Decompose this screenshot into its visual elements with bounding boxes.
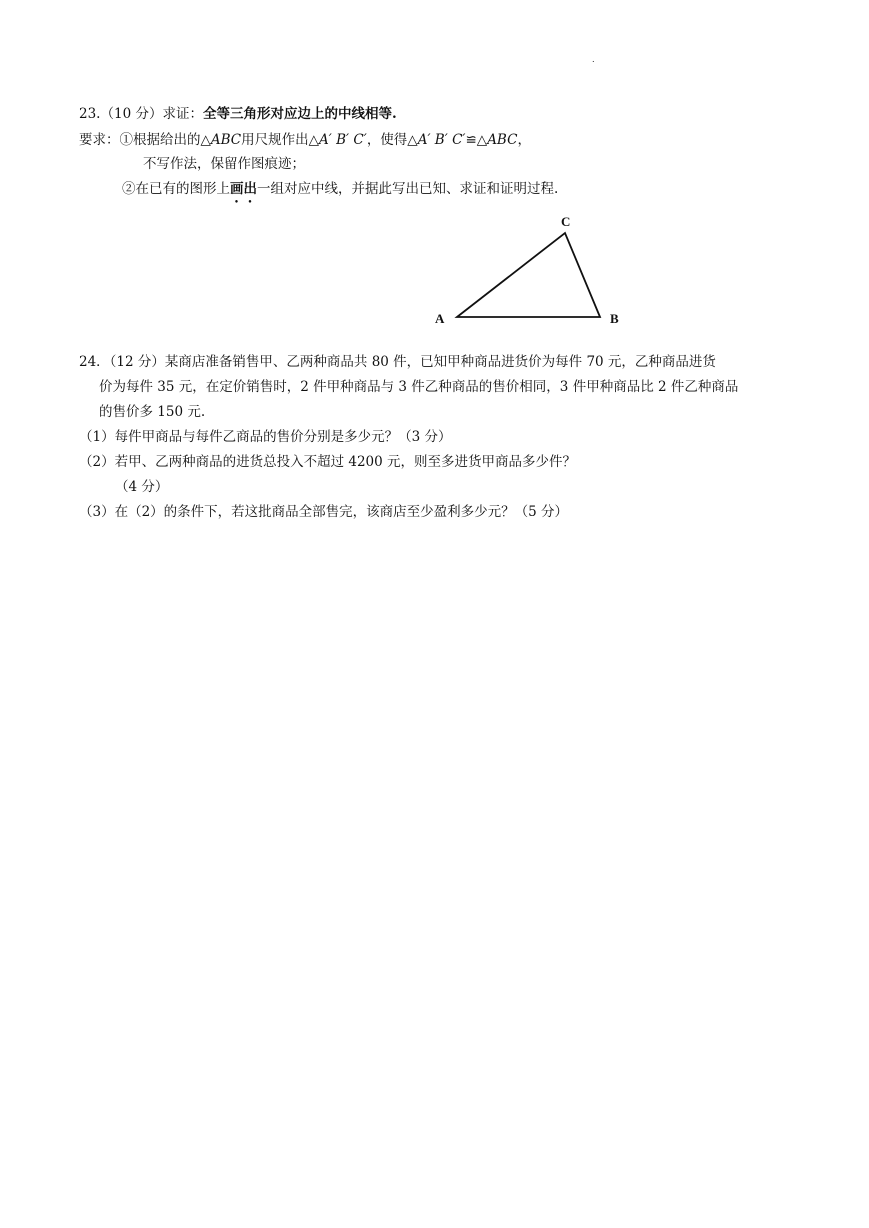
q23-requirement-1	[79, 131, 531, 149]
q23-req-label: 要求：	[79, 132, 120, 148]
q24-line-1: 24．（12 分）某商店准备销售甲、乙两种商品共 80 件，已知甲种商品进货价为每件 70 元，乙种商品进货	[79, 354, 716, 370]
req1-text-a: ①根据给出的△	[119, 132, 211, 148]
vertex-a-label: A	[435, 311, 445, 326]
triangle-abc	[457, 233, 600, 317]
q23-prompt: 求证：	[162, 106, 203, 122]
vertex-c-label: C	[561, 214, 571, 229]
header-mark: .	[592, 55, 595, 64]
req1-text-f: A′ B′ C′	[417, 132, 466, 148]
q23-requirement-2	[122, 180, 558, 206]
req1-text-g: ≌△	[465, 132, 488, 148]
vertex-b-label: B	[610, 311, 619, 326]
q23-title-line	[79, 105, 397, 123]
q24-line-2: 价为每件 35 元，在定价销售时，2 件甲种商品与 3 件乙种商品的售价相同，3 件甲种商品比 2 件乙种商品	[99, 379, 739, 395]
q23-number: 23.	[79, 106, 101, 122]
req1-text-c: 用尺规作出△	[241, 132, 320, 148]
req2-text-a: ②在已有的图形上	[122, 181, 230, 197]
q24-line-3: 的售价多 150 元.	[99, 404, 206, 420]
req2-text-b: 一组对应中线，并据此写出已知、求证和证明过程.	[257, 181, 559, 197]
req1-text-i: ，	[517, 132, 531, 148]
q23-points: （10 分）	[100, 106, 163, 122]
req1-text-h: ABC	[487, 132, 518, 148]
q24-sub-3: （3）在（2）的条件下，若这批商品全部售完，该商店至少盈利多少元？（5 分）	[79, 504, 569, 520]
q23-statement: 全等三角形对应边上的中线相等.	[202, 106, 397, 122]
q24-sub-2: （2）若甲、乙两种商品的进货总投入不超过 4200 元，则至多进货甲商品多少件？	[79, 454, 577, 470]
req2-emphasis: 画出	[230, 181, 257, 197]
req1-text-d: A′ B′ C′	[319, 132, 367, 148]
q24-sub-2-points: （4 分）	[115, 479, 169, 495]
req1-text-b: ABC	[210, 132, 242, 148]
q24-sub-1: （1）每件甲商品与每件乙商品的售价分别是多少元？（3 分）	[79, 429, 452, 445]
triangle-figure	[430, 210, 630, 330]
req1-text-e: ，使得△	[366, 132, 418, 148]
q23-requirement-1-cont: 不写作法，保留作图痕迹；	[143, 156, 305, 172]
